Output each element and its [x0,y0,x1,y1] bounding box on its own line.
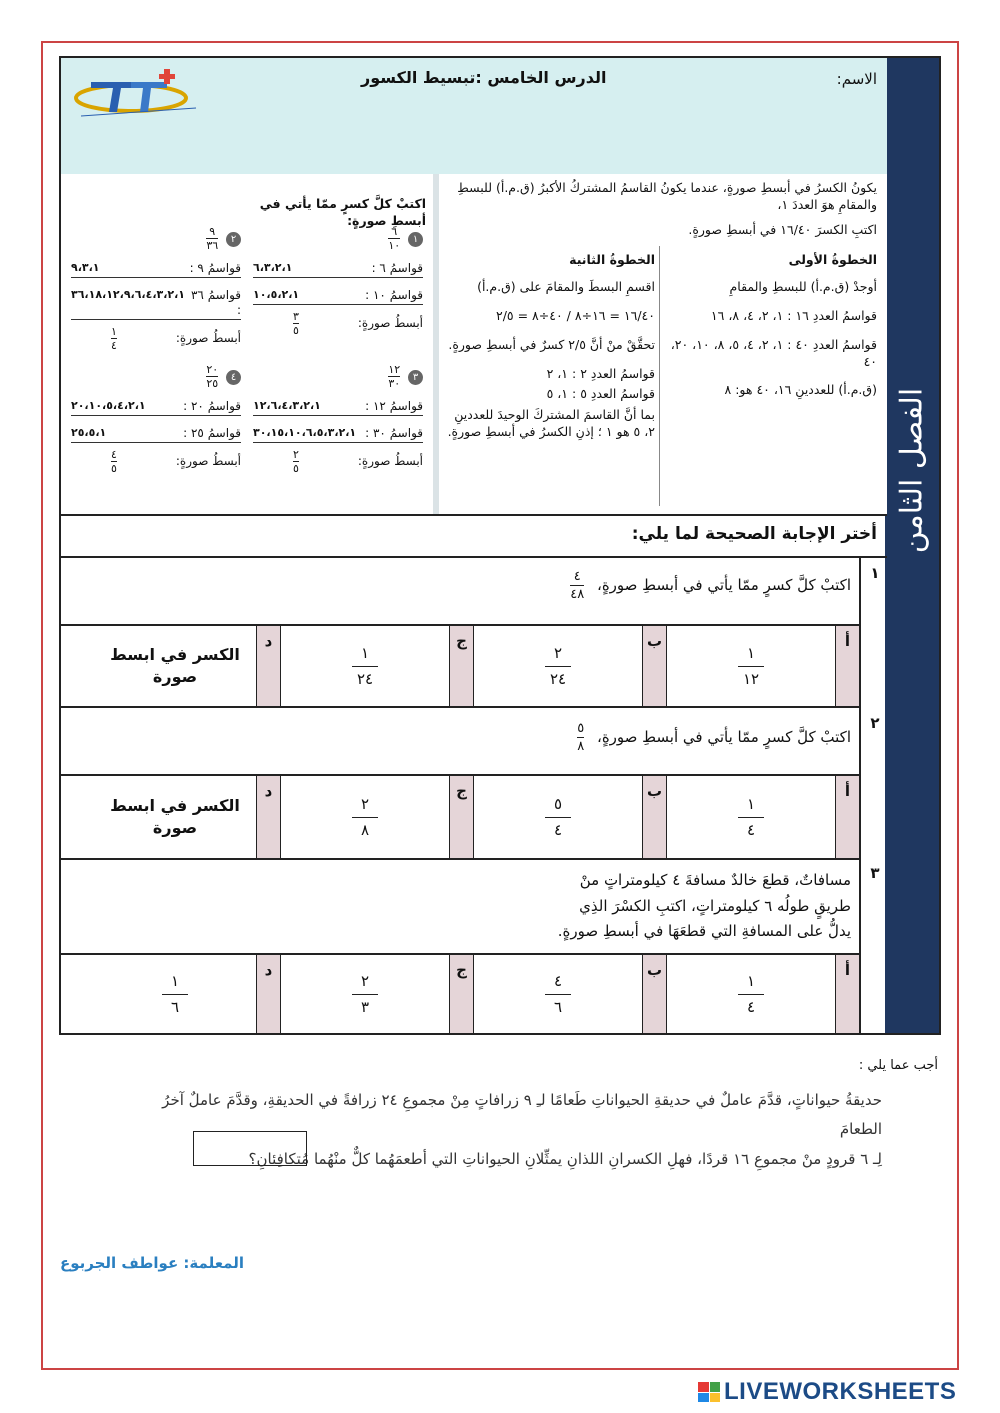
option-letter: أ [835,955,859,1033]
divisor-label: قواسمُ ١٠ : [365,288,423,302]
option-b[interactable]: $\frac{٢}{٢٤}$ [473,626,642,706]
question-number-column [859,556,889,1033]
question-number: ٣ [870,864,880,882]
divisor-answer: ٢٠،١٠،٥،٤،٢،١ [71,399,146,412]
question-text: مسافاتٌ، قطعَ خالدٌ مسافةَ ٤ كيلومتراتٍ منْ طريقٍ طولُه ٦ كيلومتراتٍ، اكتبِ الكسْرَ الذِي يدلُّ على المسافةِ التي قطعَهَا في أبسطِ صورةٍ. [557,871,851,940]
answer-input[interactable] [193,1131,307,1166]
simplest-answer: $\frac{١}{٤}$ [111,325,117,352]
step-one-line: (ق.م.أ) للعددينِ ١٦، ٤٠ هو: ٨ [724,382,877,398]
explanation-intro [437,180,877,239]
simplest-answer: $\frac{٤}{٥}$ [111,448,117,475]
step-two-line: قواسمُ العددِ ٥ : ١، ٥ [546,386,655,402]
step-two-line: تحقَّقْ منْ أنَّ ٢/٥ كسرٌ في أبسطِ صورةٍ. [448,336,655,352]
liveworksheets-logo-icon [698,1382,720,1402]
option-a[interactable]: $\frac{١}{٤}$ [666,776,835,858]
question-fraction: $\frac{٥}{٨}$ [577,721,585,754]
step-one-line: أوجدْ (ق.م.أ) للبسطِ والمقامِ [729,278,877,294]
divisor-label: قواسمُ ٢٠ : [183,399,241,413]
step-one [665,252,877,411]
options-row [61,776,859,860]
option-a[interactable]: $\frac{١}{١٢}$ [666,626,835,706]
option-letter: د [256,626,280,706]
step-one-line: قواسمُ العددِ ١٦ : ١، ٢، ٤، ٨، ١٦ [710,307,877,323]
simplest-label: أبسطُ صورةٍ: [175,331,241,345]
option-d[interactable]: $\frac{١}{٦}$ [94,955,256,1033]
example-fraction: $\frac{٢٠}{٢٥}$ [206,363,219,390]
question-row [61,860,859,955]
option-letter: أ [835,626,859,706]
step-two [443,252,655,453]
header [61,58,887,176]
simplest-label: أبسطُ صورةٍ: [357,454,423,468]
divisor-label: قواسمُ ١٢ : [365,399,423,413]
question-number: ١ [870,564,880,582]
divisor-answer: ٢٥،٥،١ [71,426,107,439]
name-label: الاسم: [836,70,877,88]
step-two-heading: الخطوةُ الثانية [569,252,655,267]
option-a[interactable]: $\frac{١}{٤}$ [666,955,835,1033]
column-divider [433,174,439,514]
option-letter: ب [642,776,666,858]
option-letter: د [256,955,280,1033]
examples-heading: اكتبْ كلَّ كسرٍ ممّا يأتي في أبسطِ صورةٍ: [259,196,426,228]
lesson-title: الدرس الخامس :تبسيط الكسور [361,68,607,87]
divisor-answer: ١٠،٥،٢،١ [253,288,300,301]
option-letter: ج [449,776,473,858]
divisor-label: قواسمُ ٩ : [189,261,241,275]
example-item [71,226,241,351]
simplest-answer: $\frac{٢}{٥}$ [293,448,299,475]
question-number: ٢ [870,714,880,732]
question-row [61,556,859,626]
step-one-heading: الخطوةُ الأولى [788,252,877,267]
worksheet [59,56,941,1035]
example-item [253,364,423,474]
divisor-answer: ٩،٣،١ [71,261,100,274]
options-row [61,955,859,1033]
example-item [253,226,423,336]
options-row [61,626,859,708]
quiz-title-row [61,514,887,558]
teacher-name: المعلمة: عواطف الجربوع [60,1254,244,1272]
chapter-sidebar [885,58,939,1033]
divisor-answer: ١٢،٦،٤،٣،٢،١ [253,399,321,412]
brand-footer [698,1380,956,1404]
option-b[interactable]: $\frac{٥}{٤}$ [473,776,642,858]
divisor-answer: ٣٠،١٥،١٠،٦،٥،٣،٢،١ [253,426,357,439]
divisor-answer: ٣٦،١٨،١٢،٩،٦،٤،٣،٢،١ [71,288,185,301]
step-two-line: بما أنَّ القاسمَ المشتركَ الوحيدَ للعددينِ ٢، ٥ هو ١ ؛ إذنِ الكسرُ في أبسطِ صورةٍ. [447,407,655,440]
intro-text: يكونُ الكسرُ في أبسطِ صورةٍ، عندما يكونُ القاسمُ المشتركُ الأكبرُ (ق.م.أ) للبسطِ والمقامِ هوَ العددَ ١، [457,180,877,212]
option-d[interactable]: الكسر في ابسط صورة [110,645,240,686]
divisor-label: قواسمُ ٣٠ : [365,426,423,440]
divisor-label: قواسمُ ٦ : [371,261,423,275]
option-d[interactable]: الكسر في ابسط صورة [110,796,240,837]
simplest-label: أبسطُ صورةٍ: [357,316,423,330]
option-b[interactable]: $\frac{٤}{٦}$ [473,955,642,1033]
step-divider [659,246,660,506]
answer-prompt: أجب عما يلي : [858,1058,938,1073]
divisor-label: قواسمُ ٣٦ : [190,288,241,317]
option-letter: د [256,776,280,858]
example-fraction: $\frac{٦}{١٠}$ [388,225,401,252]
example-fraction: $\frac{٩}{٣٦}$ [206,225,219,252]
divisor-label: قواسمُ ٢٥ : [183,426,241,440]
option-c[interactable]: $\frac{٢}{٣}$ [280,955,449,1033]
chapter-title: الفصل الثامن [894,387,930,554]
option-letter: ب [642,955,666,1033]
task-text: اكتبِ الكسرَ ١٦/٤٠ في أبسطِ صورةٍ. [688,221,877,237]
logo-icon [71,66,201,122]
option-c[interactable]: $\frac{٢}{٨}$ [280,776,449,858]
option-c[interactable]: $\frac{١}{٢٤}$ [280,626,449,706]
step-one-line: قواسمُ العددِ ٤٠ : ١، ٢، ٤، ٥، ٨، ١٠، ٢٠، ٤٠ [670,336,877,369]
option-letter: ب [642,626,666,706]
question-text: اكتبْ كلَّ كسرٍ ممّا يأتي في أبسطِ صورةٍ، $\frac{٥}{٨}$ [577,721,851,754]
example-number: ٤ [226,370,241,385]
question-fraction: $\frac{٤}{٤٨}$ [570,569,585,602]
divisor-answer: ٦،٣،٢،١ [253,261,293,274]
question-row [61,708,859,776]
simplest-label: أبسطُ صورةٍ: [175,454,241,468]
step-two-line: ١٦/٤٠ = ١٦÷٨ / ٤٠÷٨ = ٢/٥ [495,307,655,323]
example-number: ٢ [226,232,241,247]
example-number: ٣ [408,370,423,385]
simplest-answer: $\frac{٣}{٥}$ [293,310,299,337]
example-number: ١ [408,232,423,247]
example-fraction: $\frac{١٢}{٣٠}$ [388,363,401,390]
question-text: اكتبْ كلَّ كسرٍ ممّا يأتي في أبسطِ صورةٍ، $\frac{٤}{٤٨}$ [570,569,851,602]
option-letter: ج [449,955,473,1033]
quiz-title: أختر الإجابة الصحيحة لما يلي: [631,524,877,544]
lesson-explanation [61,174,887,516]
problem-line: حديقةُ حيواناتٍ، قدَّمَ عاملٌ في حديقةِ الحيواناتِ طَعامًا لـِ ٩ زرافاتٍ مِنْ مجموعِ ٢٤ زرافةً في الحديقةِ، وقدَّمَ عاملٌ آخرُ الطعامَ [162,1091,882,1139]
option-letter: ج [449,626,473,706]
step-two-line: قواسمُ العددِ ٢ : ١، ٢ [546,365,655,381]
brand-name: LIVEWORKSHEETS [724,1378,957,1405]
option-letter: أ [835,776,859,858]
step-two-line: اقسمِ البسطَ والمقامَ على (ق.م.أ) [477,278,655,294]
example-item [71,364,241,474]
problem-line: لِـ ٦ قرودٍ منْ مجموعِ ١٦ قردًا، فهلِ الكسرانِ اللذانِ يمثِّلانِ الحيواناتِ التي أطعمَهُما كلٌّ منْهُما مُتكافِئانِ؟ [248,1149,882,1168]
